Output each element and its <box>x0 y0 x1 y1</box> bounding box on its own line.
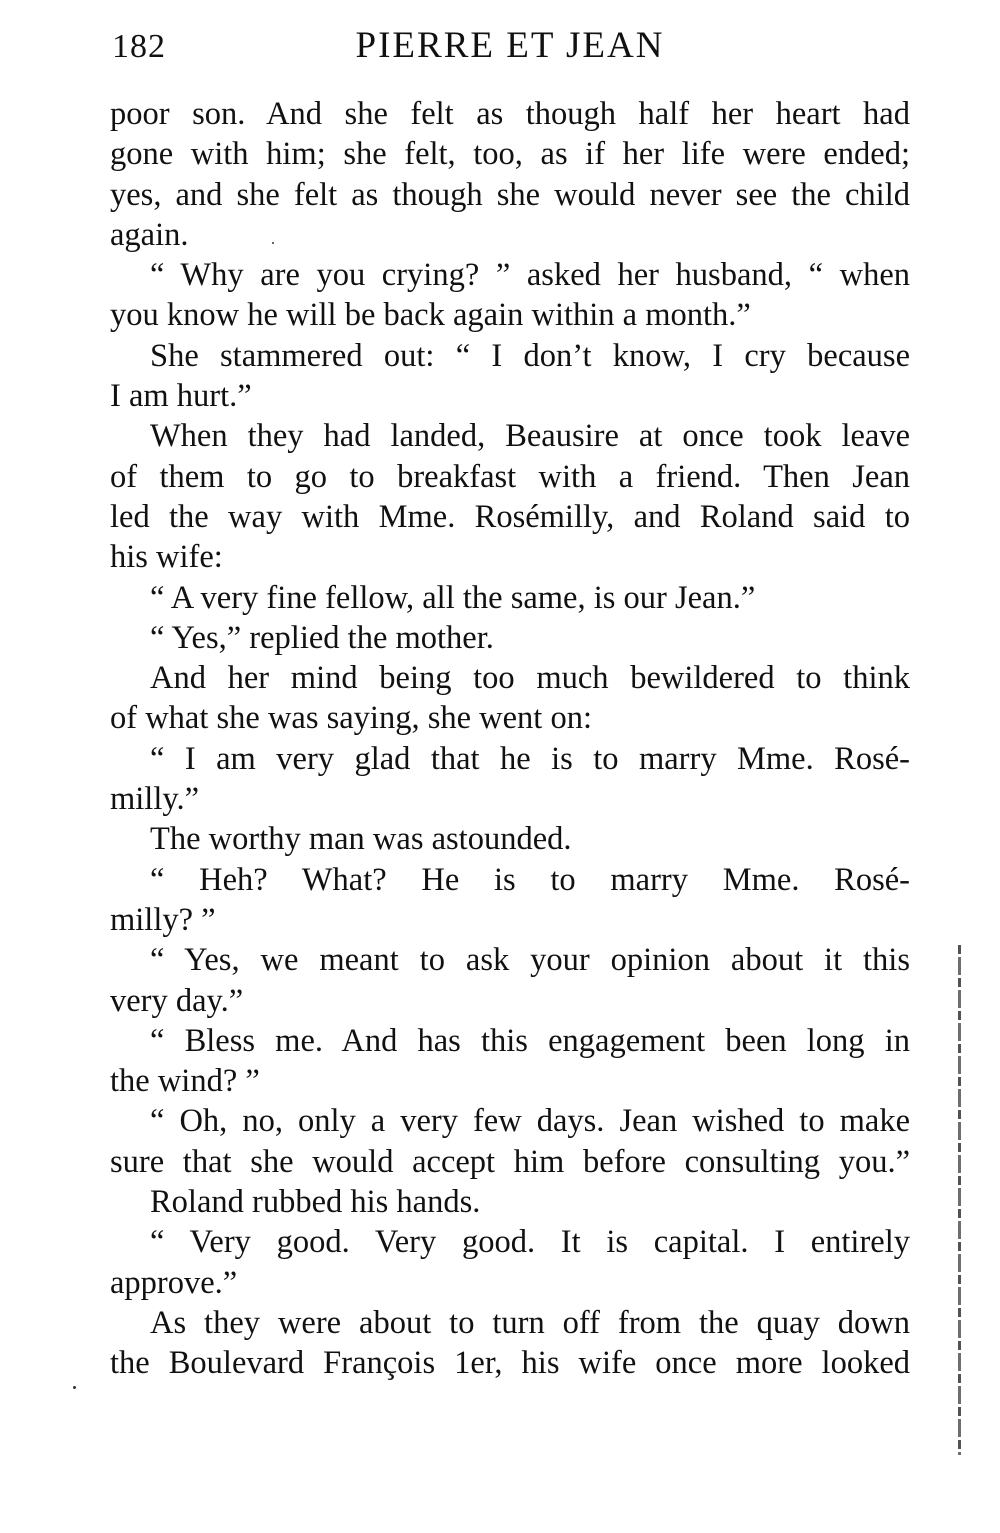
text-line: “ I am very glad that he is to marry Mme. Rosé- <box>150 740 910 777</box>
text-line: Roland rubbed his hands. <box>150 1184 481 1221</box>
text-line: “ Heh? What? He is to marry Mme. Rosé- <box>150 861 910 898</box>
scan-edge-mark <box>958 945 961 1455</box>
text-line: the wind? ” <box>110 1063 260 1100</box>
text-line: “ Very good. Very good. It is capital. I entirely <box>150 1224 910 1261</box>
text-line: the Boulevard François 1er, his wife once more looked <box>110 1345 910 1382</box>
text-line: And her mind being too much bewildered to think <box>150 660 910 697</box>
text-line: When they had landed, Beausire at once took leave <box>150 418 910 455</box>
text-line: “ A very fine fellow, all the same, is our Jean.” <box>150 579 756 616</box>
running-title: PIERRE ET JEAN <box>355 25 665 66</box>
text-line: yes, and she felt as though she would never see the child <box>110 176 910 213</box>
text-line: led the way with Mme. Rosémilly, and Roland said to <box>110 498 910 535</box>
text-line: I am hurt.” <box>110 378 252 415</box>
text-line: his wife: <box>110 539 223 576</box>
text-line: milly.” <box>110 781 200 818</box>
text-line: “ Yes,” replied the mother. <box>150 619 494 656</box>
text-line: approve.” <box>110 1264 238 1301</box>
text-line: “ Oh, no, only a very few days. Jean wished to make <box>150 1103 910 1140</box>
text-line: gone with him; she felt, too, as if her life were ended; <box>110 136 910 173</box>
text-line: of what she was saying, she went on: <box>110 700 592 737</box>
text-line: The worthy man was astounded. <box>150 821 572 858</box>
text-line: “ Why are you crying? ” asked her husband, “ when <box>150 257 910 294</box>
text-line: milly? ” <box>110 901 216 938</box>
text-line: She stammered out: “ I don’t know, I cry because <box>150 337 910 374</box>
text-line: you know he will be back again within a month.” <box>110 297 751 334</box>
text-line: of them to go to breakfast with a friend. Then Jean <box>110 458 910 495</box>
page-header <box>110 20 910 80</box>
text-line: “ Bless me. And has this engagement been long in <box>150 1022 910 1059</box>
scan-speck <box>272 242 274 244</box>
body-text <box>110 94 910 1384</box>
text-line: “ Yes, we meant to ask your opinion about it this <box>150 942 910 979</box>
page-number: 182 <box>112 28 166 65</box>
scan-speck <box>73 1386 76 1389</box>
text-line: sure that she would accept him before consulting you.” <box>110 1143 910 1180</box>
text-line: poor son. And she felt as though half her heart had <box>110 96 910 132</box>
text-line: again. <box>110 216 189 253</box>
text-line: very day.” <box>110 982 244 1019</box>
text-line: As they were about to turn off from the quay down <box>150 1304 910 1341</box>
